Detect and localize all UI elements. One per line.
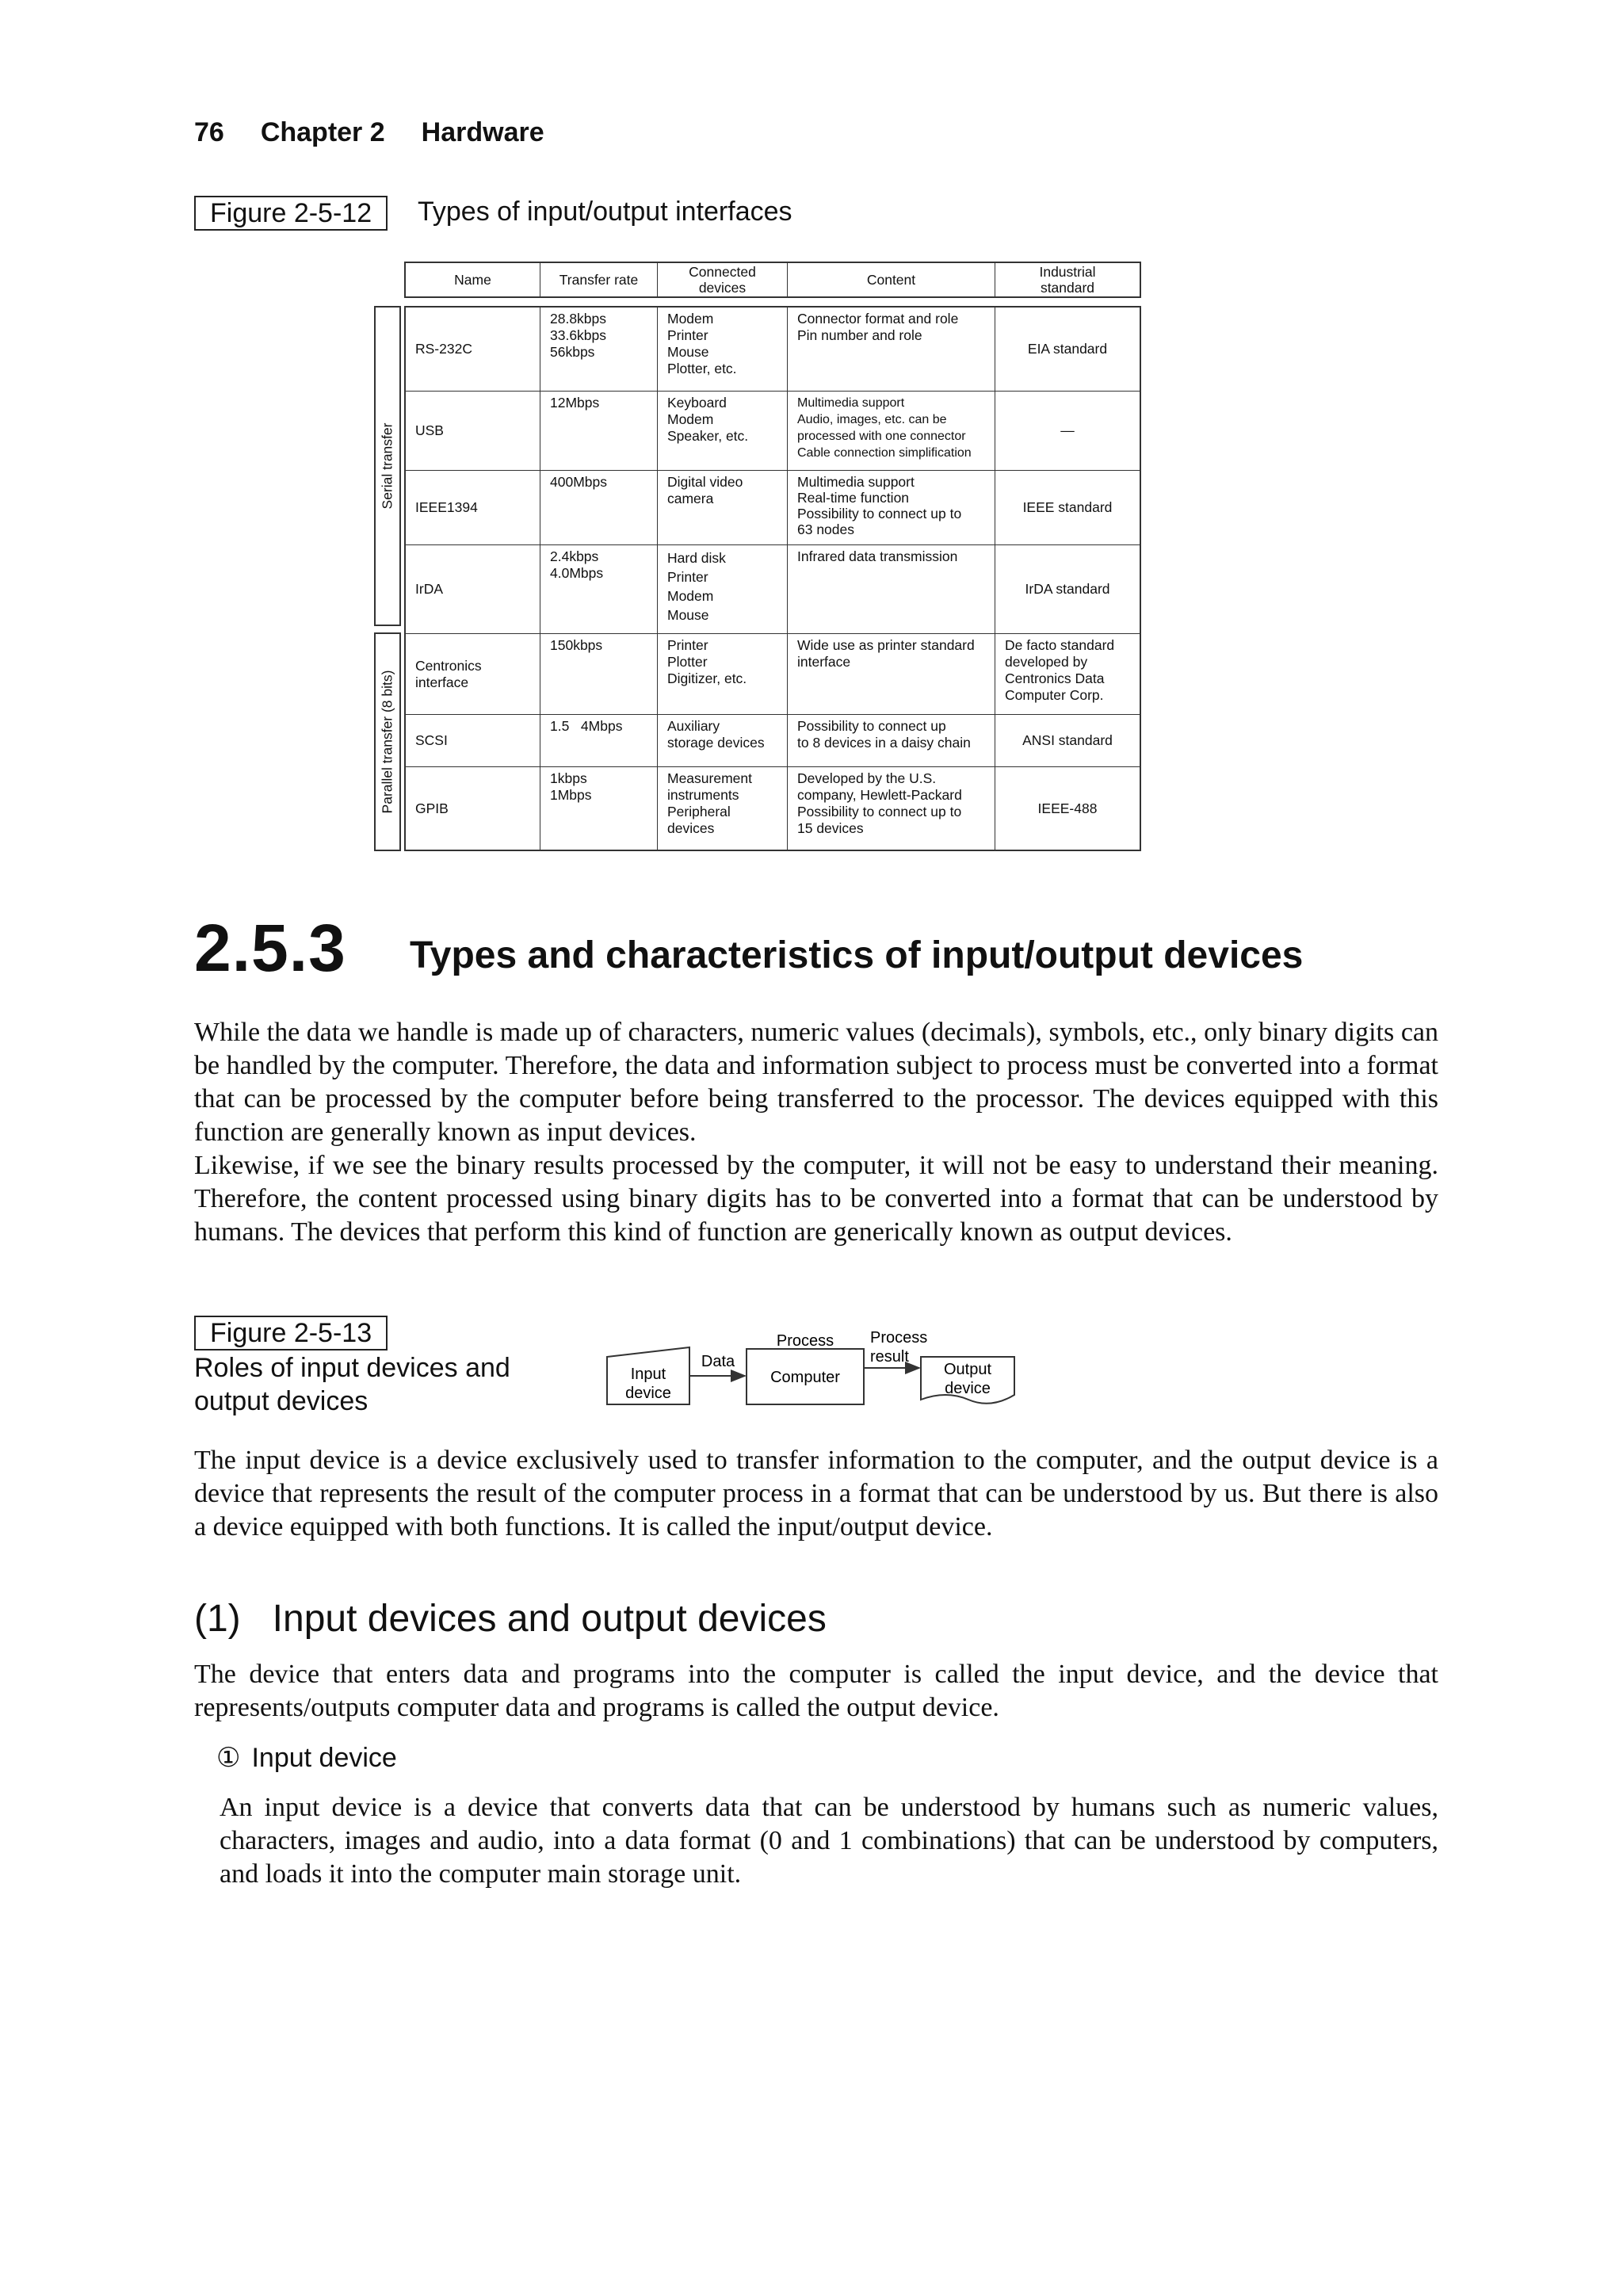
cell-content: Infrared data transmission [788, 545, 995, 633]
table-row [406, 471, 1140, 545]
cell-devices: Printer Plotter Digitizer, etc. [658, 634, 788, 714]
table-row [406, 392, 1140, 471]
item-heading [216, 1742, 397, 1774]
cell-name: Centronics interface [406, 634, 540, 714]
cell-rate: 1kbps 1Mbps [540, 767, 658, 850]
cell-standard: ANSI standard [1022, 732, 1113, 748]
process-result-label: result [870, 1348, 909, 1366]
cell-standard: IrDA standard [1025, 581, 1110, 597]
paragraph: Likewise, if we see the binary results processed by the computer, it will not be easy to understand their meaning. Therefore, the content processed using binary digits has to be converted into a format that can be understood by humans. The devices that perform this kind of function are generically known as output devices. [194, 1151, 1438, 1247]
cell-standard: De facto standard developed by Centronics Data Computer Corp. [1005, 637, 1115, 703]
cell-devices: Digital video camera [658, 471, 788, 544]
table-row [406, 634, 1140, 715]
cell-name: USB [406, 392, 540, 470]
cell-standard: IEEE standard [1022, 499, 1113, 515]
header-connected-devices: Connected devices [658, 263, 788, 296]
page-number: 76 [194, 117, 224, 147]
section-number: 2.5.3 [194, 911, 346, 985]
cell-name: GPIB [406, 767, 540, 850]
parallel-transfer-label: Parallel transfer (8 bits) [379, 670, 395, 814]
cell-content: Developed by the U.S. company, Hewlett-Packard Possibility to connect up to 15 devices [788, 767, 995, 850]
computer-label: Computer [770, 1369, 840, 1386]
input-device-label: device [625, 1385, 671, 1402]
cell-rate: 150kbps [540, 634, 658, 714]
table-header-row [404, 262, 1141, 298]
cell-rate: 400Mbps [540, 471, 658, 544]
cell-name: IEEE1394 [406, 471, 540, 544]
cell-devices: Auxiliary storage devices [658, 715, 788, 766]
input-device-label: Input [630, 1366, 666, 1383]
cell-content: Multimedia support Real-time function Possibility to connect up to 63 nodes [788, 471, 995, 544]
cell-name: IrDA [406, 545, 540, 633]
parallel-transfer-bracket [374, 632, 401, 851]
serial-transfer-label: Serial transfer [379, 422, 395, 510]
figure-title: Types of input/output interfaces [418, 197, 792, 227]
header-name: Name [406, 263, 540, 296]
cell-content: Wide use as printer standard interface [788, 634, 995, 714]
cell-rate: 28.8kbps 33.6kbps 56kbps [540, 308, 658, 391]
paragraph: An input device is a device that converts data that can be understood by humans such as numeric values, characters, images and audio, into a data format (0 and 1 combinations) that can be understood by computers, and loads it into the computer main storage unit. [220, 1793, 1438, 1889]
cell-rate: 1.5 4Mbps [540, 715, 658, 766]
interface-table [404, 262, 1141, 851]
header-transfer-rate: Transfer rate [540, 263, 658, 296]
paragraph: The input device is a device exclusively used to transfer information to the computer, and the output device is a device that represents the result of the computer process in a format that can be understood by us. But there is also a device equipped with both functions. It is called the input/output device. [194, 1446, 1438, 1541]
header-industrial-standard: Industrial standard [1039, 264, 1096, 296]
cell-devices: Hard disk Printer Modem Mouse [658, 545, 788, 633]
cell-rate: 12Mbps [540, 392, 658, 470]
paragraph: The device that enters data and programs into the computer is called the input device, and the device that represents/outputs computer data and programs is called the output device. [194, 1660, 1438, 1722]
process-label: Process [776, 1332, 834, 1350]
figure-label: Figure 2-5-12 [194, 196, 388, 231]
table-row [406, 715, 1140, 767]
chapter-number: Chapter 2 [260, 117, 385, 147]
input-output-flow-diagram [602, 1322, 1030, 1425]
chapter-title: Hardware [421, 117, 544, 147]
circled-one-marker: ① [216, 1743, 241, 1773]
serial-transfer-bracket [374, 306, 401, 626]
table-body [404, 306, 1141, 851]
cell-name: RS-232C [406, 308, 540, 391]
output-device-label: device [945, 1380, 991, 1397]
table-row [406, 767, 1140, 850]
subsection-number: (1) [194, 1598, 241, 1640]
item-title: Input device [251, 1743, 397, 1773]
data-label: Data [701, 1353, 735, 1370]
figure-label: Figure 2-5-13 [194, 1316, 388, 1350]
cell-name: SCSI [406, 715, 540, 766]
process-result-label: Process [870, 1329, 928, 1347]
cell-standard: IEEE-488 [1037, 800, 1098, 816]
cell-content: Connector format and role Pin number and role [788, 308, 995, 391]
paragraph: While the data we handle is made up of characters, numeric values (decimals), symbols, etc., only binary digits can be handled by the computer. Therefore, the data and information subject to process must be converted into a format that can be processed by the computer before being transferred to the processor. The devices equipped with this function are generally known as input devices. [194, 1018, 1438, 1147]
subsection-heading [194, 1597, 827, 1641]
cell-devices: Modem Printer Mouse Plotter, etc. [658, 308, 788, 391]
running-header [194, 117, 581, 148]
header-content: Content [788, 263, 995, 296]
cell-devices: Keyboard Modem Speaker, etc. [658, 392, 788, 470]
table-row [406, 308, 1140, 392]
section-title: Types and characteristics of input/output devices [410, 934, 1304, 976]
cell-content: Multimedia support Audio, images, etc. can be processed with one connector Cable connection simplification [788, 392, 995, 470]
cell-devices: Measurement instruments Peripheral devices [658, 767, 788, 850]
subsection-title: Input devices and output devices [272, 1598, 827, 1640]
table-row [406, 545, 1140, 634]
cell-rate: 2.4kbps 4.0Mbps [540, 545, 658, 633]
cell-standard: — [1060, 422, 1075, 438]
cell-content: Possibility to connect up to 8 devices in a daisy chain [788, 715, 995, 766]
figure-title: Roles of input devices and output devices [194, 1353, 510, 1416]
cell-standard: EIA standard [1027, 341, 1108, 357]
output-device-label: Output [943, 1361, 992, 1378]
